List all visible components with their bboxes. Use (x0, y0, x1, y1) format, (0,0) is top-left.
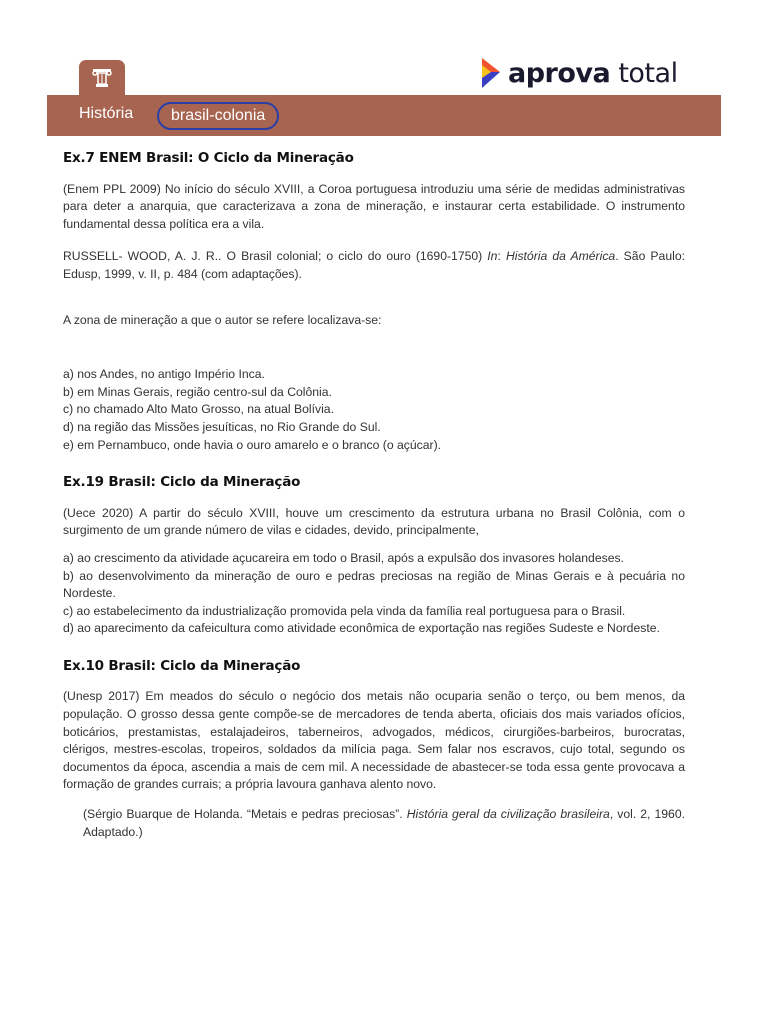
question-reference: RUSSELL- WOOD, A. J. R.. O Brasil colonial; o ciclo do ouro (1690-1750) In: História da América. São Paulo: Edusp, 1999, v. II, p. 484 (com adaptações). (63, 249, 685, 281)
question-prompt: A zona de mineração a que o autor se refere localizava-se: (63, 312, 382, 327)
logo-mark-icon (480, 56, 502, 90)
option-e[interactable]: e) em Pernambuco, onde havia o ouro amarelo e o branco (o açúcar). (63, 437, 442, 452)
subject-label: História (79, 105, 134, 122)
subject-banner (47, 95, 721, 136)
question-title: Ex.10 Brasil: Ciclo da Mineração (63, 657, 301, 674)
brand-logo (480, 55, 678, 91)
question-stem: (Enem PPL 2009) No início do século XVIII, a Coroa portuguesa introduziu uma série de medidas administrativas para deter a anarquia, que caracterizava a zona de mineração, e instaurar certa estabilidade. O instrumento fundamental dessa política era a vila. (63, 181, 685, 231)
option-a[interactable]: a) ao crescimento da atividade açucareira em todo o Brasil, após a expulsão dos invasores holandeses. (63, 550, 624, 565)
option-c[interactable]: c) no chamado Alto Mato Grosso, na atual Bolívia. (63, 402, 334, 417)
option-a[interactable]: a) nos Andes, no antigo Império Inca. (63, 367, 265, 382)
question-stem: (Uece 2020) A partir do século XVIII, houve um crescimento da estrutura urbana no Brasil Colônia, com o surgimento de um grande número de vilas e cidades, devido, principalmente, (63, 505, 685, 538)
question-source: (Sérgio Buarque de Holanda. “Metais e pedras preciosas”. História geral da civilização brasileira, vol. 2, 1960. Adaptado.) (83, 807, 685, 839)
question-stem: (Unesp 2017) Em meados do século o negócio dos metais não ocuparia senão o terço, ou bem menos, da população. O grosso dessa gente compõe-se de mercadores de tenda aberta, oficiais dos mais variados ofícios, boticários, prestamistas, estalajadeiros, taberneiros, advogados, médicos, cirurgiões-barbeiros, burocratas, clérigos, mestres-escolas, tropeiros, soldados da milícia paga. Sem falar nos escravos, cujo total, segundo os documentos da época, ascendia a mais de cem mil. A necessidade de abastecer-se toda essa gente provocava a formação de grandes currais; a própria lavoura ganhava alento novo. (63, 689, 685, 792)
option-b[interactable]: b) em Minas Gerais, região centro-sul da Colônia. (63, 384, 332, 399)
question-title: Ex.19 Brasil: Ciclo da Mineração (63, 474, 301, 491)
option-b[interactable]: b) ao desenvolvimento da mineração de ouro e pedras preciosas na região de Minas Gerais e à pecuária no Nordeste. (63, 568, 685, 601)
options-list (63, 550, 685, 638)
question-title: Ex.7 ENEM Brasil: O Ciclo da Mineração (63, 150, 354, 166)
subject-tab (79, 60, 125, 96)
column-icon (91, 68, 113, 88)
options-list (63, 366, 685, 454)
option-d[interactable]: d) na região das Missões jesuíticas, no Rio Grande do Sul. (63, 419, 381, 434)
option-d[interactable]: d) ao aparecimento da cafeicultura como atividade econômica de exportação nas regiões Sudeste e Nordeste. (63, 621, 660, 636)
exercise-content (63, 150, 685, 841)
brand-name: aprova total (508, 57, 678, 89)
topic-tag[interactable]: brasil-colonia (157, 102, 279, 130)
option-c[interactable]: c) ao estabelecimento da industrialização promovida pela vinda da família real portuguesa para o Brasil. (63, 603, 626, 618)
